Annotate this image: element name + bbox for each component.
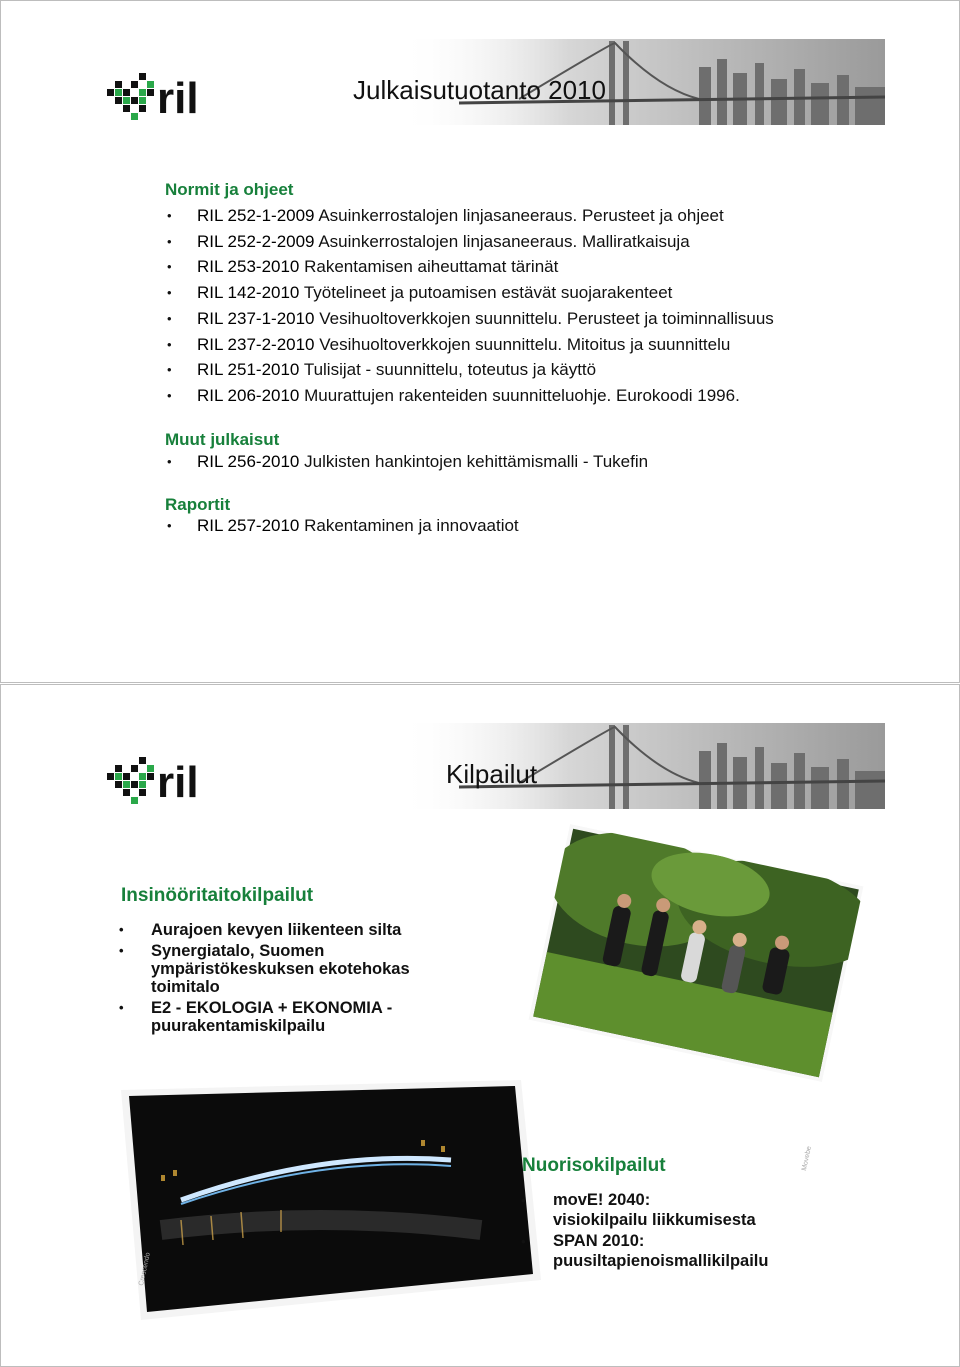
list-item: • RIL 252-2-2009 Asuinkerrostalojen linjasaneeraus. Malliratkaisuja bbox=[167, 229, 774, 255]
list-item: • RIL 251-2010 Tulisijat - suunnittelu, toteutus ja käyttö bbox=[167, 357, 774, 383]
group-jumping-photo bbox=[528, 824, 863, 1082]
normit-list bbox=[167, 203, 774, 409]
photo-credit-crescendo: Crescendo bbox=[138, 1251, 152, 1287]
photo-credit-movebe: Movebe bbox=[801, 1145, 814, 1172]
slide-competitions bbox=[0, 684, 960, 1367]
section-heading-normit: Normit ja ohjeet bbox=[165, 180, 294, 199]
list-item: • Aurajoen kevyen liikenteen silta bbox=[119, 921, 449, 939]
section-heading-muut: Muut julkaisut bbox=[165, 430, 280, 449]
list-item: • RIL 253-2010 Rakentamisen aiheuttamat tärinät bbox=[167, 254, 774, 280]
section-heading-nuoriso: Nuorisokilpailut bbox=[522, 1155, 666, 1176]
section-heading-insinooritaito: Insinööritaitokilpailut bbox=[121, 885, 314, 906]
section-heading-raportit: Raportit bbox=[165, 495, 231, 514]
list-item: • Synergiatalo, Suomen ympäristökeskuksen ekotehokas toimitalo bbox=[119, 942, 449, 996]
page-title: Julkaisutuotanto 2010 bbox=[353, 75, 606, 105]
list-item: • RIL 252-1-2009 Asuinkerrostalojen linjasaneeraus. Perusteet ja ohjeet bbox=[167, 203, 774, 229]
list-item: • RIL 206-2010 Muurattujen rakenteiden suunnitteluohje. Eurokoodi 1996. bbox=[167, 383, 774, 409]
svg-text:ril: ril bbox=[157, 758, 199, 807]
ril-logo bbox=[105, 751, 215, 811]
list-item: • RIL 237-1-2010 Vesihuoltoverkkojen suunnittelu. Perusteet ja toiminnallisuus bbox=[167, 306, 774, 332]
list-item: • RIL 256-2010 Julkisten hankintojen kehittämismalli - Tukefin bbox=[167, 449, 648, 475]
list-item: • RIL 237-2-2010 Vesihuoltoverkkojen suunnittelu. Mitoitus ja suunnittelu bbox=[167, 332, 774, 358]
list-item: • movE! 2040: visiokilpailu liikkumisesta bbox=[521, 1191, 768, 1230]
raportit-list bbox=[167, 513, 519, 539]
page-title: Kilpailut bbox=[446, 759, 538, 789]
slide-publications bbox=[0, 0, 960, 683]
nuoriso-list bbox=[521, 1191, 768, 1273]
muut-list bbox=[167, 449, 648, 475]
ril-logo bbox=[105, 67, 215, 127]
list-item: • RIL 257-2010 Rakentaminen ja innovaatiot bbox=[167, 513, 519, 539]
svg-text:ril: ril bbox=[157, 74, 199, 123]
list-item: • E2 - EKOLOGIA + EKONOMIA - puurakentamiskilpailu bbox=[119, 999, 449, 1035]
list-item: • RIL 142-2010 Työtelineet ja putoamisen estävät suojarakenteet bbox=[167, 280, 774, 306]
list-item: • SPAN 2010: puusiltapienoismallikilpailu bbox=[521, 1232, 768, 1271]
insinooritaito-list bbox=[119, 921, 449, 1038]
